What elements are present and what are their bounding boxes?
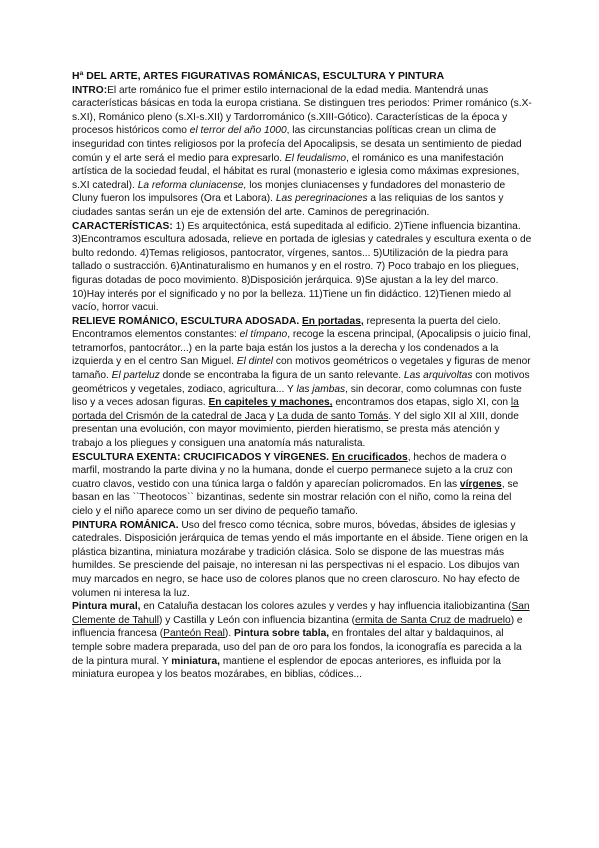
relieve-text-5: con motivos geométricos y vegetales, zodiaco, agricultura... Y	[72, 370, 530, 395]
intro-italic-3: La reforma cluniacense,	[137, 179, 247, 191]
pintura-text-2: en Cataluña destacan los colores azules y verdes y hay influencia italiobizantina (	[140, 601, 512, 613]
pintura-text-3: ) y Castilla y León con influencia bizantina (	[159, 614, 355, 626]
relieve-underlined-2: En capiteles y machones,	[208, 397, 333, 409]
pintura-underlined-1: San Clemente de Tahull	[72, 601, 530, 626]
caracteristicas-label: CARACTERÍSTICAS:	[72, 220, 173, 232]
pintura-text-6: en frontales del altar y baldaquinos, al temple sobre madera preparada, uso del pan de oro para los fondos, la iconografía es parecida a la de la pintura mural. Y	[72, 628, 522, 667]
relieve-italic-3: El parteluz	[111, 370, 160, 382]
intro-text-3: , el románico es una manifestación artística de la sociedad feudal, el hábitat es rural (monasterio e iglesia como máximas expresiones, s.XI catedral).	[72, 152, 520, 191]
exenta-label: ESCULTURA EXENTA: CRUCIFICADOS Y VÍRGENES.	[72, 451, 332, 463]
relieve-underlined-4: La duda de santo Tomás	[277, 410, 389, 422]
document-title: Hª DEL ARTE, ARTES FIGURATIVAS ROMÁNICAS, ESCULTURA Y PINTURA	[72, 71, 445, 82]
relieve-text-1: representa la puerta del cielo. Encontramos elementos constantes:	[72, 315, 501, 341]
intro-italic-4: Las peregrinaciones	[275, 193, 368, 205]
relieve-text-3: con motivos geométricos o vegetales y figuras de menor tamaño.	[72, 356, 531, 382]
exenta-text-2: , se basan en las ``Theotocos`` bizantinas, sedente sin mostrar relación con el niño, como la reina del cielo y el niño aparece como un ser divino de pequeño tamaño.	[72, 478, 519, 517]
relieve-underlined-3: la portada del Crismón de la catedral de Jaca	[72, 397, 519, 422]
intro-text-5: a las reliquias de los santos y ciudades santas serán un eje de extensión del arte. Caminos de peregrinación.	[72, 193, 504, 218]
intro-text-4: los monjes cluniacenses y fundadores del monasterio de Cluny fueron los impulsores (Ora et Labora).	[72, 179, 506, 205]
intro-label: INTRO:	[72, 84, 108, 96]
relieve-text-8: y	[266, 410, 278, 422]
exenta-underlined-1: En crucificados	[331, 451, 408, 463]
pintura-mural-label: Pintura mural,	[72, 601, 141, 613]
intro-text-1: El arte románico fue el primer estilo internacional de la edad media. Mantendrá unas características básicas en toda la europa cristiana. Se distinguen tres periodos: Primer románico (s.X-s.XI), Románico pleno (s.XI-s.XII) y Tardorrománico (s.XIII-Gótico). Características de la época y procesos históricos como	[72, 84, 532, 137]
pintura-label: PINTURA ROMÁNICA.	[72, 519, 179, 531]
intro-italic-1: el terror del año 1000	[189, 125, 287, 137]
relieve-italic-2: El dintel	[236, 356, 274, 368]
caracteristicas-text: 1) Es arquitectónica, está supeditada al edificio. 2)Tiene influencia bizantina. 3)Encontramos escultura adosada, relieve en portada de iglesias y catedrales y escultura exenta o de bulto redondo. 4)Temas religiosos, pantocrator, vírgenes, santos... 5)Utilización de la piedra para tallado o sustracción. 6)Antinaturalismo en humanos y en el rostro. 7) Poco trabajo en los pliegues, figuras dotadas de poco movimiento. 8)Disposición jerárquica. 9)Se ajustan a la ley del marco. 10)Hay interés por el significado y no por la belleza. 11)Tiene un fin didáctico. 12)Tienen miedo al vacío, horror vacui.	[72, 220, 532, 314]
relieve-paragraph	[72, 315, 532, 451]
relieve-text-6: , sin decorar, como columnas con fuste liso y a veces adosan figuras.	[72, 383, 522, 409]
pintura-underlined-3: Panteón Real	[163, 628, 225, 640]
relieve-label: RELIEVE ROMÁNICO, ESCULTURA ADOSADA.	[72, 315, 302, 327]
exenta-text-1: , hechos de madera o marfil, mostrando la parte divina y no la humana, donde el cuerpo permanece sujeto a la cruz con cuatro clavos, vestido con una túnica larga o faldón y aparecían policromados. En las	[72, 451, 513, 490]
exenta-underlined-2: vírgenes	[459, 478, 502, 490]
intro-text-2: , las circunstancias políticas crean un clima de inseguridad con tintes religiosos por la profecía del Apocalipsis, se desata un sentimiento de piedad común y el arte será el medio para expresarlo.	[72, 125, 522, 164]
pintura-text-5: ).	[224, 628, 234, 640]
relieve-text-9: . Y del siglo XII al XIII, donde presentan una evolución, con mayor movimiento, pierden hieratismo, se presta más atención y trabajo a los pliegues y consiguen una anatomía más naturalista.	[72, 410, 519, 450]
pintura-text-7: mantiene el esplendor de epocas anteriores, es influida por la miniatura europea y los beatos mozárabes, en biblias, códices...	[72, 655, 501, 681]
pintura-text-1: Uso del fresco como técnica, sobre muros, bóvedas, ábsides de iglesias y catedrales. Disposición jerárquica de temas yendo el más importante en el ábside. Tiene origen en la plástica bizantina, miniatura mozárabe y tradición clásica. Solo se dispone de las muestras más humildes. Se presciende del paisaje, no interesan ni las perspectivas ni el espacio. Los dibujos van muy marcados en negro, se hace uso de colores planos que no creen claroscuro. No hay efecto de volumen ni interesa la luz.	[72, 519, 528, 599]
intro-paragraph	[72, 84, 532, 220]
relieve-italic-5: las jambas	[296, 383, 346, 395]
relieve-italic-4: Las arquivoltas	[403, 370, 473, 382]
exenta-paragraph	[72, 451, 532, 519]
relieve-italic-1: el tímpano	[239, 329, 288, 341]
pintura-subtypes-paragraph	[72, 600, 532, 682]
pintura-tabla-label: Pintura sobre tabla,	[233, 628, 330, 640]
intro-italic-2: El feudalismo	[284, 152, 347, 164]
pintura-text-4: ) e influencia francesa (	[72, 614, 523, 640]
caracteristicas-paragraph	[72, 220, 532, 315]
pintura-paragraph	[72, 519, 532, 601]
relieve-text-2: , recoge la escena principal, (Apocalipsis o juicio final, tetramorfos, pantocrátor...) en la parte baja están los justos a la derecha y los condenados a la izquierda y en el centro San Miguel.	[72, 329, 531, 368]
pintura-miniatura-label: miniatura,	[171, 655, 220, 667]
document-page	[72, 70, 532, 682]
relieve-text-4: donde se encontraba la figura de un santo relevante.	[159, 370, 404, 382]
relieve-underlined-1: En portadas,	[301, 315, 364, 327]
relieve-text-7: encontramos dos etapas, siglo XI, con	[332, 397, 511, 409]
pintura-underlined-2: ermita de Santa Cruz de madruelo	[354, 614, 511, 626]
